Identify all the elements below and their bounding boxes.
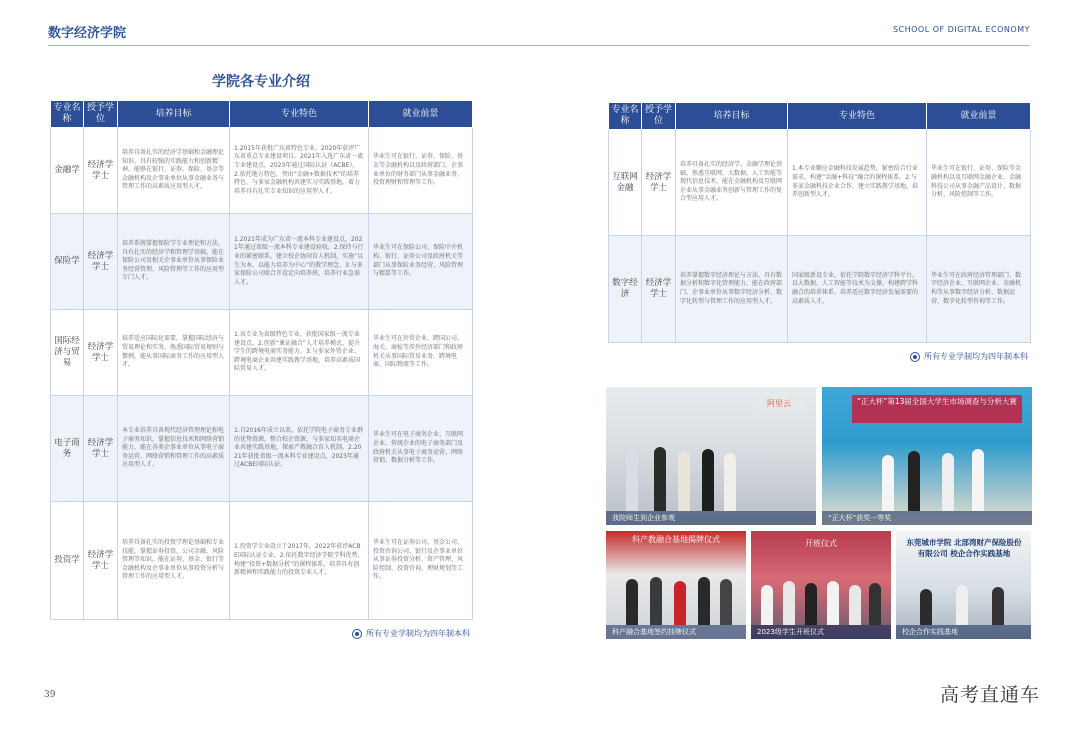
- person: [869, 583, 881, 625]
- table-row: [51, 396, 473, 502]
- photo-practice-base: [896, 531, 1031, 639]
- photo-sign: 科产教融合基地揭牌仪式: [632, 535, 720, 544]
- major-degree: 经济学学士: [84, 396, 118, 502]
- major-feature: 1.自2016年成立以来，依托学院电子商务专业群的优势资源，整合校企资源，与多家知名电商企业共建实践基地，探索产教融合育人机制。2.2021年获批省级一流本科专业建设点，2023年通过ACBE国际认证。: [230, 396, 369, 502]
- major-feature: 1.本专业顺应金融科技发展趋势，紧密结合行业需求，构建“金融+科技”融合的课程体系。2.与多家金融科技企业合作，建立实践教学基地，培养创新型人才。: [788, 130, 927, 236]
- major-career: 毕业生可在银行、证券、保险等金融机构以及互联网金融企业、金融科技公司从事金融产品设计、数据分析、风险控制等工作。: [927, 130, 1031, 236]
- person: [956, 585, 968, 625]
- major-career: 毕业生可在保险公司、保险中介机构、银行、证券公司及政府机关等部门从事保险业务经营、风险管理与精算等工作。: [369, 214, 473, 310]
- person: [626, 451, 638, 511]
- person: [761, 585, 773, 625]
- photo-class-opening: [751, 531, 891, 639]
- major-degree: 经济学学士: [642, 236, 676, 343]
- table-row: [51, 214, 473, 310]
- col-header-name: 专业名称: [609, 103, 642, 130]
- college-name-en: SCHOOL OF DIGITAL ECONOMY: [892, 25, 1030, 34]
- photo-signing-ceremony: [606, 531, 746, 639]
- major-name: 保险学: [51, 214, 84, 310]
- major-goal: 培养系统掌握保险学专业理论和方法，具有扎实的经济学和管理学基础，能在保险公司及相关企事业单位从事保险业务经营管理、风险管理等工作的应用型专门人才。: [118, 214, 230, 310]
- col-header-degree: 授予学位: [642, 103, 676, 130]
- major-name: 国际经济与贸易: [51, 310, 84, 396]
- major-career: 毕业生可在电子商务企业、互联网企业、传统企业的电子商务部门及政府机关从事电子商务运营、网络营销、数据分析等工作。: [369, 396, 473, 502]
- person: [720, 579, 732, 625]
- duration-note-text: 所有专业学制均为四年制本科: [366, 629, 470, 638]
- photo-company-visit: [606, 387, 816, 525]
- photo-caption: 2023级学生开班仪式: [751, 625, 891, 639]
- major-degree: 经济学学士: [84, 502, 118, 620]
- major-goal: 培养具备扎实的经济学基础和金融理论知识，具有较强的实践能力和创新精神，能够在银行、证券、保险、基金等金融机构及企事业单位从事金融业务与管理工作的高素质应用型人才。: [118, 128, 230, 214]
- major-degree: 经济学学士: [84, 214, 118, 310]
- major-feature: 1.该专业为省级特色专业，获批国家级一流专业建设点。2.创新“课证融合”人才培养模式，提升学生的跨境电商实务能力。3.与多家外贸企业、跨境电商企业共建实践教学基地，培养高素质国际贸易人才。: [230, 310, 369, 396]
- photo-caption: 科产融合基地签约挂牌仪式: [606, 625, 746, 639]
- table-row: [51, 502, 473, 620]
- col-header-career: 就业前景: [927, 103, 1031, 130]
- table-row: [609, 236, 1031, 343]
- col-header-feature: 专业特色: [788, 103, 927, 130]
- person: [908, 451, 920, 511]
- major-name: 互联网金融: [609, 130, 642, 236]
- person: [674, 581, 686, 625]
- major-career: 毕业生可在政府经济管理部门、数字经济企业、互联网企业、金融机构等从事数字经济分析、数据运营、数字化转型咨询等工作。: [927, 236, 1031, 343]
- person: [783, 581, 795, 625]
- duration-note-text: 所有专业学制均为四年制本科: [924, 352, 1028, 361]
- major-goal: 培养掌握数字经济理论与方法，具有数据分析和数字化管理能力，能在政府部门、企事业单位从事数字经济分析、数字化转型与管理工作的应用型人才。: [676, 236, 788, 343]
- header-divider: [48, 45, 1030, 46]
- major-feature: 1.2015年获批广东省特色专业，2020年获评广东省重点专业建设项目。2021年入选广东省一流专业建设点。2023年通过国际认证（ACBE）。2.依托地方特色，突出“金融+数据技术”的培养特色，与多家金融机构共建实习实践基地，着力培养具有扎实专业知识的应用型人才。: [230, 128, 369, 214]
- person: [654, 447, 666, 511]
- college-name: 数字经济学院: [48, 26, 127, 41]
- photo-collage: [606, 387, 1031, 639]
- right-page: [608, 102, 1030, 362]
- major-name: 数字经济: [609, 236, 642, 343]
- photo-caption: 校企合作实践基地: [896, 625, 1031, 639]
- major-name: 电子商务: [51, 396, 84, 502]
- photo-sign: 开班仪式: [805, 539, 837, 548]
- photo-award: [822, 387, 1032, 525]
- page-number: 39: [44, 690, 56, 700]
- person: [920, 589, 932, 625]
- col-header-name: 专业名称: [51, 101, 84, 128]
- table-row: [51, 128, 473, 214]
- left-page: [50, 70, 472, 639]
- person: [678, 451, 690, 511]
- photo-caption: “正大杯”获奖一等奖: [822, 511, 1032, 525]
- photo-sign: 东莞城市学院 北部湾财产保险股份有限公司 校企合作实践基地: [906, 538, 1022, 558]
- person: [972, 449, 984, 511]
- person: [805, 583, 817, 625]
- major-name: 金融学: [51, 128, 84, 214]
- duration-note: [608, 351, 1030, 362]
- major-goal: 培养适应国际化需要，掌握国际经济与贸易理论和实务，熟悉国际贸易规则与惯例，能从事国际商务工作的应用型人才。: [118, 310, 230, 396]
- major-goal: 培养具备扎实的经济学、金融学理论基础，熟悉互联网、大数据、人工智能等现代信息技术，能在金融机构及互联网企业从事金融业务创新与管理工作的复合型应用人才。: [676, 130, 788, 236]
- major-career: 毕业生可在银行、证券、保险、基金等金融机构以及政府部门、企事业单位的财务部门从事金融业务、投资理财和管理等工作。: [369, 128, 473, 214]
- table-row: [609, 130, 1031, 236]
- table-header-row: [609, 103, 1031, 130]
- bullet-icon: [352, 629, 362, 639]
- person: [849, 585, 861, 625]
- person: [626, 579, 638, 625]
- major-feature: 国家级新设专业，依托学院数字经济学科平台，以大数据、人工智能等技术为支撑，构建跨学科融合的培养体系，培养适应数字经济发展需要的高素质人才。: [788, 236, 927, 343]
- photo-caption: 我院师生到企业参观: [606, 511, 816, 525]
- section-title: 学院各专业介绍: [212, 74, 310, 90]
- person: [942, 453, 954, 511]
- col-header-goal: 培养目标: [118, 101, 230, 128]
- majors-table-right: [608, 102, 1031, 343]
- duration-note: [50, 628, 472, 639]
- photo-sign: 阿里云: [756, 397, 802, 411]
- table-header-row: [51, 101, 473, 128]
- major-feature: 1.2021年成为广东省一流本科专业建设点，2021年通过省级一流本科专业建设验收。2.保持与行业的紧密联系，建立校企协同育人机制，实施“以生为本，以能力培养为中心”的教学理念。3.与多家保险公司联合开设定向培养班，培养行业急需人才。: [230, 214, 369, 310]
- major-career: 毕业生可在证券公司、基金公司、投资咨询公司、银行及企事业单位从事证券投资分析、资产管理、风险控制、投资咨询、理财规划等工作。: [369, 502, 473, 620]
- person: [882, 455, 894, 511]
- person: [702, 449, 714, 511]
- major-name: 投资学: [51, 502, 84, 620]
- major-degree: 经济学学士: [84, 128, 118, 214]
- major-career: 毕业生可在外贸企业、跨国公司、海关、商检等涉外经济部门和政府机关从事国际贸易业务、跨境电商、国际物流等工作。: [369, 310, 473, 396]
- col-header-feature: 专业特色: [230, 101, 369, 128]
- bullet-icon: [910, 352, 920, 362]
- major-goal: 培养具备扎实的投资学理论基础和专业技能，掌握证券投资、公司金融、风险管理等知识，能在证券、基金、银行等金融机构及企事业单位从事投资分析与管理工作的应用型人才。: [118, 502, 230, 620]
- major-goal: 本专业培养具备现代经济管理理论和电子商务知识，掌握信息技术和网络营销能力，能在各类企事业单位从事电子商务运营、网络营销和管理工作的高素质应用型人才。: [118, 396, 230, 502]
- col-header-goal: 培养目标: [676, 103, 788, 130]
- person: [827, 581, 839, 625]
- majors-table-left: [50, 100, 473, 620]
- person: [650, 577, 662, 625]
- major-feature: 1.投资学专业设立于2017年，2022年获评ACBE国际认证专业。2.依托数字经济学院学科优势，构建“投资+数据分析”的课程体系，培养具有创新精神和实践能力的投资专业人才。: [230, 502, 369, 620]
- col-header-degree: 授予学位: [84, 101, 118, 128]
- major-degree: 经济学学士: [642, 130, 676, 236]
- col-header-career: 就业前景: [369, 101, 473, 128]
- table-row: [51, 310, 473, 396]
- person: [724, 453, 736, 511]
- person: [698, 577, 710, 625]
- photo-sign: “正大杯”第13届全国大学生市场调查与分析大赛: [852, 395, 1022, 423]
- major-degree: 经济学学士: [84, 310, 118, 396]
- person: [992, 587, 1004, 625]
- watermark: 高考直通车: [940, 684, 1041, 706]
